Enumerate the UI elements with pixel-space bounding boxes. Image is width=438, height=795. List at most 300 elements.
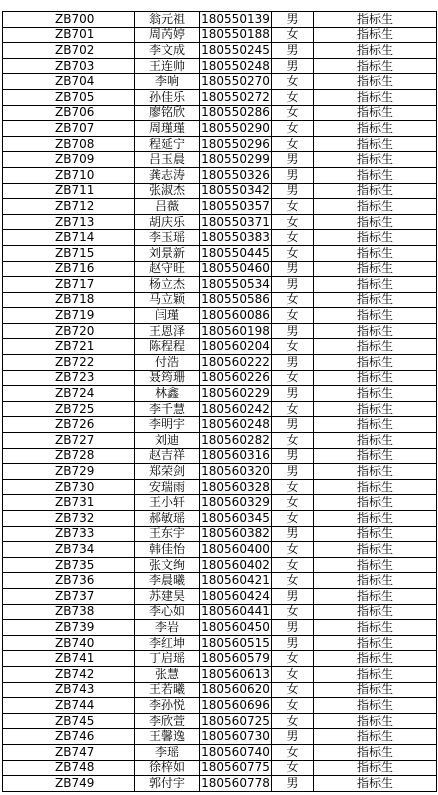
cell-student-name: 周瑾瑾	[135, 121, 200, 137]
cell-admission-type: 指标生	[314, 604, 437, 620]
cell-admission-type: 指标生	[314, 729, 437, 745]
cell-exam-number: 180560696	[201, 697, 270, 712]
table-row	[3, 167, 437, 183]
cell-admission-type: 指标生	[314, 152, 437, 168]
cell-exam-number: 180560424	[201, 588, 270, 603]
cell-exam-number: 180550286	[201, 105, 270, 120]
cell-gender: 男	[272, 526, 314, 542]
cell-serial-id: ZB703	[3, 58, 135, 74]
table-row	[3, 199, 437, 215]
cell-student-name: 刘景新	[135, 245, 200, 261]
cell-exam-number: 180550299	[201, 152, 270, 167]
cell-serial-id: ZB740	[3, 635, 135, 651]
cell-student-name: 李响	[135, 74, 200, 90]
cell-serial-id: ZB731	[3, 495, 135, 511]
cell-serial-id: ZB702	[3, 43, 135, 59]
cell-admission-type: 指标生	[314, 12, 437, 28]
table-row	[3, 401, 437, 417]
cell-gender: 男	[272, 588, 314, 604]
cell-serial-id: ZB701	[3, 27, 135, 43]
cell-exam-number: 180560730	[201, 729, 270, 744]
cell-admission-type: 指标生	[314, 635, 437, 651]
cell-exam-number: 180550188	[201, 27, 270, 42]
cell-exam-number: 180550290	[201, 120, 270, 135]
table-row	[3, 604, 437, 620]
cell-student-name: 李晨曦	[135, 573, 200, 589]
table-row	[3, 12, 437, 28]
cell-student-name: 翁元祖	[135, 12, 200, 28]
cell-serial-id: ZB729	[3, 464, 135, 480]
cell-exam-number: 180550245	[201, 42, 270, 57]
cell-admission-type: 指标生	[314, 136, 437, 152]
cell-student-name: 程延宁	[135, 136, 200, 152]
table-row	[3, 261, 437, 277]
cell-gender: 男	[272, 183, 314, 199]
cell-serial-id: ZB719	[3, 308, 135, 324]
cell-exam-number: 180560329	[201, 495, 270, 510]
cell-exam-number: 180560515	[201, 635, 270, 650]
table-row	[3, 666, 437, 682]
cell-exam-number: 180550460	[201, 261, 270, 276]
cell-gender: 男	[272, 261, 314, 277]
cell-serial-id: ZB709	[3, 152, 135, 168]
cell-serial-id: ZB743	[3, 682, 135, 698]
cell-gender: 女	[272, 27, 314, 43]
table-row	[3, 776, 437, 792]
cell-gender: 女	[272, 308, 314, 324]
cell-exam-number: 180550248	[201, 58, 270, 73]
cell-admission-type: 指标生	[314, 698, 437, 714]
cell-student-name: 李玉瑶	[135, 230, 200, 246]
cell-exam-number: 180560400	[201, 541, 270, 556]
cell-serial-id: ZB748	[3, 760, 135, 776]
cell-admission-type: 指标生	[314, 183, 437, 199]
cell-admission-type: 指标生	[314, 526, 437, 542]
cell-gender: 女	[272, 495, 314, 511]
cell-serial-id: ZB712	[3, 199, 135, 215]
cell-gender: 男	[272, 417, 314, 433]
cell-serial-id: ZB741	[3, 651, 135, 667]
roster-table	[2, 11, 437, 792]
table-row	[3, 588, 437, 604]
cell-exam-number: 180560320	[201, 464, 270, 479]
table-row	[3, 573, 437, 589]
table-row	[3, 479, 437, 495]
cell-admission-type: 指标生	[314, 230, 437, 246]
cell-admission-type: 指标生	[314, 277, 437, 293]
cell-gender: 女	[272, 136, 314, 152]
cell-admission-type: 指标生	[314, 214, 437, 230]
cell-gender: 女	[272, 401, 314, 417]
cell-serial-id: ZB745	[3, 713, 135, 729]
cell-exam-number: 180560441	[201, 604, 270, 619]
cell-admission-type: 指标生	[314, 433, 437, 449]
cell-gender: 女	[272, 214, 314, 230]
table-row	[3, 339, 437, 355]
cell-student-name: 韩佳怡	[135, 542, 200, 558]
cell-gender: 女	[272, 760, 314, 776]
cell-exam-number: 180560226	[201, 370, 270, 385]
cell-student-name: 胡庆乐	[135, 214, 200, 230]
cell-exam-number: 180560778	[201, 775, 270, 790]
cell-student-name: 郭付宇	[135, 776, 200, 792]
cell-exam-number: 180560198	[201, 323, 270, 338]
cell-gender: 女	[272, 713, 314, 729]
table-row	[3, 43, 437, 59]
cell-admission-type: 指标生	[314, 620, 437, 636]
cell-student-name: 李文成	[135, 43, 200, 59]
cell-student-name: 王小轩	[135, 495, 200, 511]
cell-gender: 女	[272, 666, 314, 682]
cell-exam-number: 180560613	[201, 666, 270, 681]
cell-admission-type: 指标生	[314, 744, 437, 760]
cell-student-name: 王连帅	[135, 58, 200, 74]
table-row	[3, 323, 437, 339]
cell-student-name: 王若曦	[135, 682, 200, 698]
cell-gender: 男	[272, 323, 314, 339]
cell-serial-id: ZB738	[3, 604, 135, 620]
cell-student-name: 吕薇	[135, 199, 200, 215]
cell-serial-id: ZB726	[3, 417, 135, 433]
cell-admission-type: 指标生	[314, 682, 437, 698]
cell-exam-number: 180550534	[201, 276, 270, 291]
cell-gender: 男	[272, 729, 314, 745]
cell-serial-id: ZB725	[3, 401, 135, 417]
cell-student-name: 郝敏瑶	[135, 511, 200, 527]
cell-serial-id: ZB708	[3, 136, 135, 152]
cell-gender: 男	[272, 58, 314, 74]
table-row	[3, 136, 437, 152]
cell-exam-number: 180550296	[201, 136, 270, 151]
cell-gender: 女	[272, 511, 314, 527]
cell-gender: 男	[272, 776, 314, 792]
cell-student-name: 李明宇	[135, 417, 200, 433]
table-row	[3, 245, 437, 261]
cell-exam-number: 180560204	[201, 339, 270, 354]
cell-exam-number: 180560248	[201, 417, 270, 432]
cell-gender: 女	[272, 573, 314, 589]
cell-gender: 男	[272, 277, 314, 293]
cell-exam-number: 180560579	[201, 651, 270, 666]
cell-student-name: 周芮婷	[135, 27, 200, 43]
cell-gender: 女	[272, 370, 314, 386]
cell-exam-number: 180560620	[201, 682, 270, 697]
cell-exam-number: 180560725	[201, 713, 270, 728]
cell-exam-number: 180560345	[201, 510, 270, 525]
table-row	[3, 230, 437, 246]
cell-student-name: 吕玉晨	[135, 152, 200, 168]
cell-admission-type: 指标生	[314, 43, 437, 59]
cell-student-name: 郑荣剑	[135, 464, 200, 480]
cell-serial-id: ZB714	[3, 230, 135, 246]
cell-gender: 女	[272, 339, 314, 355]
cell-exam-number: 180550445	[201, 245, 270, 260]
cell-serial-id: ZB734	[3, 542, 135, 558]
cell-gender: 男	[272, 12, 314, 28]
cell-student-name: 龚志涛	[135, 167, 200, 183]
cell-gender: 男	[272, 355, 314, 371]
cell-student-name: 安瑞雨	[135, 479, 200, 495]
table-row	[3, 292, 437, 308]
cell-serial-id: ZB707	[3, 121, 135, 137]
cell-exam-number: 180560740	[201, 744, 270, 759]
cell-gender: 女	[272, 542, 314, 558]
cell-student-name: 马立颖	[135, 292, 200, 308]
cell-gender: 男	[272, 43, 314, 59]
cell-exam-number: 180560382	[201, 526, 270, 541]
table-row	[3, 557, 437, 573]
cell-student-name: 林鑫	[135, 386, 200, 402]
cell-student-name: 李岩	[135, 620, 200, 636]
cell-serial-id: ZB744	[3, 698, 135, 714]
table-row	[3, 277, 437, 293]
cell-gender: 女	[272, 433, 314, 449]
cell-gender: 男	[272, 620, 314, 636]
cell-serial-id: ZB710	[3, 167, 135, 183]
cell-gender: 女	[272, 230, 314, 246]
cell-admission-type: 指标生	[314, 121, 437, 137]
roster-table-body	[3, 12, 437, 792]
cell-student-name: 孙佳乐	[135, 89, 200, 105]
table-row	[3, 433, 437, 449]
cell-student-name: 李欣萱	[135, 713, 200, 729]
cell-serial-id: ZB733	[3, 526, 135, 542]
cell-serial-id: ZB727	[3, 433, 135, 449]
cell-gender: 女	[272, 557, 314, 573]
table-row	[3, 417, 437, 433]
cell-serial-id: ZB715	[3, 245, 135, 261]
table-row	[3, 495, 437, 511]
cell-student-name: 王东宇	[135, 526, 200, 542]
cell-exam-number: 180560242	[201, 401, 270, 416]
table-row	[3, 542, 437, 558]
table-row	[3, 744, 437, 760]
cell-gender: 女	[272, 682, 314, 698]
cell-gender: 男	[272, 635, 314, 651]
table-row	[3, 355, 437, 371]
table-row	[3, 121, 437, 137]
cell-admission-type: 指标生	[314, 292, 437, 308]
cell-student-name: 刘迪	[135, 433, 200, 449]
cell-student-name: 聂筠珊	[135, 370, 200, 386]
cell-student-name: 张慧	[135, 666, 200, 682]
cell-admission-type: 指标生	[314, 74, 437, 90]
table-row	[3, 760, 437, 776]
cell-student-name: 张淑杰	[135, 183, 200, 199]
cell-admission-type: 指标生	[314, 245, 437, 261]
table-row	[3, 74, 437, 90]
cell-exam-number: 180560402	[201, 557, 270, 572]
cell-admission-type: 指标生	[314, 713, 437, 729]
cell-admission-type: 指标生	[314, 588, 437, 604]
cell-serial-id: ZB732	[3, 511, 135, 527]
cell-admission-type: 指标生	[314, 105, 437, 121]
table-row	[3, 370, 437, 386]
cell-exam-number: 180560316	[201, 448, 270, 463]
cell-admission-type: 指标生	[314, 167, 437, 183]
table-row	[3, 464, 437, 480]
table-row	[3, 651, 437, 667]
cell-exam-number: 180560775	[201, 760, 270, 775]
cell-admission-type: 指标生	[314, 339, 437, 355]
cell-student-name: 杨立杰	[135, 277, 200, 293]
cell-student-name: 张文绚	[135, 557, 200, 573]
cell-gender: 女	[272, 651, 314, 667]
cell-exam-number: 180560421	[201, 573, 270, 588]
cell-gender: 男	[272, 167, 314, 183]
cell-serial-id: ZB723	[3, 370, 135, 386]
cell-gender: 女	[272, 199, 314, 215]
cell-student-name: 李瑶	[135, 744, 200, 760]
cell-admission-type: 指标生	[314, 370, 437, 386]
table-row	[3, 511, 437, 527]
table-row	[3, 620, 437, 636]
cell-admission-type: 指标生	[314, 417, 437, 433]
cell-serial-id: ZB730	[3, 479, 135, 495]
table-row	[3, 448, 437, 464]
cell-admission-type: 指标生	[314, 573, 437, 589]
cell-serial-id: ZB717	[3, 277, 135, 293]
cell-student-name: 付浩	[135, 355, 200, 371]
table-row	[3, 386, 437, 402]
cell-exam-number: 180550270	[201, 74, 270, 89]
cell-serial-id: ZB737	[3, 588, 135, 604]
cell-exam-number: 180560328	[201, 479, 270, 494]
cell-gender: 女	[272, 604, 314, 620]
cell-exam-number: 180560229	[201, 386, 270, 401]
cell-exam-number: 180560450	[201, 619, 270, 634]
cell-exam-number: 180550383	[201, 230, 270, 245]
cell-serial-id: ZB718	[3, 292, 135, 308]
cell-exam-number: 180550586	[201, 292, 270, 307]
cell-serial-id: ZB735	[3, 557, 135, 573]
cell-admission-type: 指标生	[314, 542, 437, 558]
cell-student-name: 丁启瑶	[135, 651, 200, 667]
cell-serial-id: ZB721	[3, 339, 135, 355]
cell-admission-type: 指标生	[314, 89, 437, 105]
cell-admission-type: 指标生	[314, 401, 437, 417]
cell-admission-type: 指标生	[314, 199, 437, 215]
table-row	[3, 214, 437, 230]
cell-gender: 女	[272, 698, 314, 714]
cell-admission-type: 指标生	[314, 557, 437, 573]
cell-admission-type: 指标生	[314, 261, 437, 277]
cell-exam-number: 180550357	[201, 198, 270, 213]
cell-gender: 女	[272, 292, 314, 308]
cell-serial-id: ZB736	[3, 573, 135, 589]
table-row	[3, 682, 437, 698]
cell-serial-id: ZB705	[3, 89, 135, 105]
cell-exam-number: 180550272	[201, 89, 270, 104]
cell-student-name: 廖铭欣	[135, 105, 200, 121]
cell-admission-type: 指标生	[314, 323, 437, 339]
cell-serial-id: ZB728	[3, 448, 135, 464]
cell-admission-type: 指标生	[314, 448, 437, 464]
cell-student-name: 闫瑾	[135, 308, 200, 324]
cell-exam-number: 180560222	[201, 354, 270, 369]
cell-serial-id: ZB746	[3, 729, 135, 745]
cell-admission-type: 指标生	[314, 495, 437, 511]
cell-serial-id: ZB713	[3, 214, 135, 230]
table-row	[3, 635, 437, 651]
cell-student-name: 王恩泽	[135, 323, 200, 339]
table-row	[3, 89, 437, 105]
cell-gender: 女	[272, 89, 314, 105]
cell-serial-id: ZB711	[3, 183, 135, 199]
cell-student-name: 王馨逸	[135, 729, 200, 745]
cell-gender: 男	[272, 152, 314, 168]
cell-serial-id: ZB716	[3, 261, 135, 277]
cell-student-name: 陈程程	[135, 339, 200, 355]
cell-admission-type: 指标生	[314, 386, 437, 402]
cell-student-name: 李孙悦	[135, 698, 200, 714]
cell-gender: 男	[272, 448, 314, 464]
cell-serial-id: ZB720	[3, 323, 135, 339]
cell-gender: 女	[272, 744, 314, 760]
cell-serial-id: ZB739	[3, 620, 135, 636]
cell-gender: 女	[272, 74, 314, 90]
cell-serial-id: ZB706	[3, 105, 135, 121]
cell-student-name: 李红坤	[135, 635, 200, 651]
table-row	[3, 152, 437, 168]
cell-exam-number: 180550326	[201, 167, 270, 182]
cell-student-name: 赵吉祥	[135, 448, 200, 464]
cell-gender: 女	[272, 245, 314, 261]
cell-admission-type: 指标生	[314, 511, 437, 527]
table-row	[3, 698, 437, 714]
cell-admission-type: 指标生	[314, 776, 437, 792]
cell-gender: 女	[272, 121, 314, 137]
cell-exam-number: 180550371	[201, 214, 270, 229]
cell-serial-id: ZB749	[3, 776, 135, 792]
cell-exam-number: 180550139	[201, 11, 270, 26]
cell-gender: 女	[272, 479, 314, 495]
table-row	[3, 526, 437, 542]
cell-admission-type: 指标生	[314, 651, 437, 667]
cell-serial-id: ZB742	[3, 666, 135, 682]
cell-serial-id: ZB700	[3, 12, 135, 28]
cell-gender: 男	[272, 464, 314, 480]
table-row	[3, 183, 437, 199]
cell-admission-type: 指标生	[314, 666, 437, 682]
cell-serial-id: ZB704	[3, 74, 135, 90]
table-row	[3, 27, 437, 43]
cell-admission-type: 指标生	[314, 760, 437, 776]
cell-exam-number: 180560086	[201, 308, 270, 323]
cell-student-name: 徐梓如	[135, 760, 200, 776]
cell-admission-type: 指标生	[314, 464, 437, 480]
cell-serial-id: ZB747	[3, 744, 135, 760]
table-row	[3, 58, 437, 74]
cell-gender: 男	[272, 386, 314, 402]
cell-serial-id: ZB724	[3, 386, 135, 402]
cell-admission-type: 指标生	[314, 479, 437, 495]
table-row	[3, 105, 437, 121]
table-row	[3, 729, 437, 745]
cell-gender: 女	[272, 105, 314, 121]
cell-admission-type: 指标生	[314, 58, 437, 74]
cell-admission-type: 指标生	[314, 355, 437, 371]
cell-student-name: 李心如	[135, 604, 200, 620]
cell-exam-number: 180560282	[201, 432, 270, 447]
table-row	[3, 713, 437, 729]
cell-exam-number: 180550342	[201, 183, 270, 198]
cell-student-name: 苏建昊	[135, 588, 200, 604]
table-row	[3, 308, 437, 324]
cell-admission-type: 指标生	[314, 27, 437, 43]
cell-student-name: 李千慧	[135, 401, 200, 417]
cell-admission-type: 指标生	[314, 308, 437, 324]
